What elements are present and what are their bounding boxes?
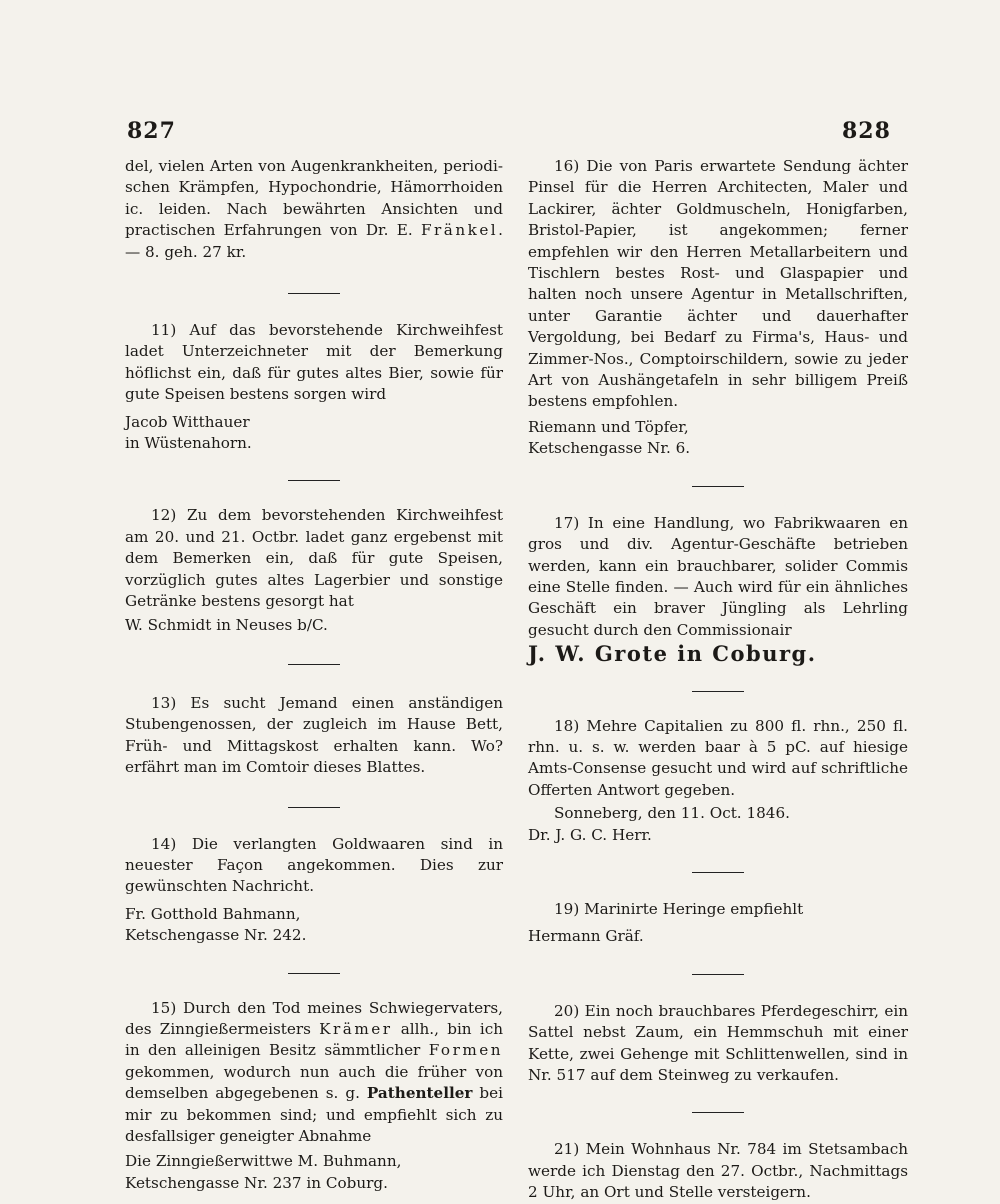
separator bbox=[288, 480, 340, 481]
ad-11-signature-name: Jacob Witthauer bbox=[125, 412, 250, 431]
page-number-left: 827 bbox=[127, 118, 176, 144]
ad-11 bbox=[125, 320, 503, 454]
ad-11-text: 11) Auf das bevorstehende Kirchweihfest ladet Unterzeichneter mit der Bemerkung höflichst ein, daß für gutes altes Bier, sowie für gute Speisen bestens sorgen wird bbox=[125, 321, 503, 404]
page-number-right: 828 bbox=[842, 118, 891, 144]
ad-15-formen: Formen bbox=[428, 1041, 503, 1060]
separator bbox=[692, 1112, 744, 1113]
separator bbox=[692, 486, 744, 487]
ad-12-text: 12) Zu dem bevorstehenden Kirchweihfest am 20. und 21. Octbr. ladet ganz ergebenst mit dem Bemerken ein, daß für gute Speisen, vorzüglich gutes altes Lagerbier und sonstige Getränke bestens gesorgt hat bbox=[125, 506, 503, 611]
ad-14-signature-name: Fr. Gotthold Bahmann, bbox=[125, 904, 301, 923]
ad-15-signature-address: Ketschengasse Nr. 237 in Coburg. bbox=[125, 1173, 388, 1192]
ad-14-signature-address: Ketschengasse Nr. 242. bbox=[125, 926, 307, 945]
ad-14-text: 14) Die verlangten Goldwaaren sind in neuester Façon angekommen. Dies zur gewünschten Nachricht. bbox=[125, 834, 503, 896]
ad-14 bbox=[125, 834, 503, 947]
ad-18-place-date: Sonneberg, den 11. Oct. 1846. bbox=[554, 804, 790, 823]
separator bbox=[288, 973, 340, 974]
ad-20-text: 20) Ein noch brauchbares Pferdegeschirr, ein Sattel nebst Zaum, ein Hemmschuh mit einer Kette, zwei Gehenge mit Schlittenwellen, sind in Nr. 517 auf dem Steinweg zu verkaufen. bbox=[528, 1001, 908, 1084]
separator bbox=[288, 293, 340, 294]
ad-21 bbox=[528, 1139, 908, 1203]
left-column bbox=[125, 156, 503, 1194]
ad-15-text: 15) Durch den Tod meines Schwiegervaters, des Zinngießermeisters Krämer allh., bin ich in den alleinigen Besitz sämmtlicher Formen gekommen, wodurch nun auch die früher von demselben abgegebenen s. g. Pathenteller bei mir zu bekommen sind; und empfiehlt sich zu desfallsiger geneigter Abnahme bbox=[125, 998, 504, 1145]
author-name: Fränkel bbox=[420, 221, 499, 240]
ad-21-text: 21) Mein Wohnhaus Nr. 784 im Stetsambach werde ich Dienstag den 27. Octbr., Nachmittags 2 Uhr, an Ort und Stelle versteigern. bbox=[528, 1140, 908, 1202]
ad-15-signature-name: Die Zinngießerwittwe M. Buhmann, bbox=[125, 1152, 402, 1171]
ad-continuation: del, vielen Arten von Augenkrankheiten, periodi-schen Krämpfen, Hypochondrie, Hämorrhoiden ic. leiden. Nach bewährten Ansichten und practischen Erfahrungen von Dr. E. Fränkel. — 8. geh. 27 kr. bbox=[125, 157, 503, 261]
ad-15-name: Krämer bbox=[319, 1019, 393, 1038]
ad-19-text: 19) Marinirte Heringe empfiehlt bbox=[554, 899, 804, 918]
separator bbox=[692, 974, 744, 975]
right-column bbox=[528, 156, 908, 1204]
ad-17-text: 17) In eine Handlung, wo Fabrikwaaren en gros und div. Agentur-Geschäfte betrieben werden, kann ein brauchbarer, solider Commis eine Stelle finden. — Auch wird für ein ähnliches Geschäft ein braver Jüngling als Lehrling gesucht durch den Commissionair bbox=[528, 513, 908, 639]
ad-16 bbox=[528, 156, 908, 460]
ad-19 bbox=[528, 899, 908, 948]
ad-12-signature: W. Schmidt in Neuses b/C. bbox=[125, 615, 328, 634]
ad-13-text: 13) Es sucht Jemand einen anständigen Stubengenossen, der zugleich im Hause Bett, Früh- und Mittagskost erhalten kann. Wo? erfährt man im Comtoir dieses Blattes. bbox=[125, 693, 503, 777]
ad-16-signature-name: Riemann und Töpfer, bbox=[528, 417, 689, 436]
ad-15 bbox=[125, 998, 503, 1195]
separator bbox=[288, 807, 340, 808]
ad-17 bbox=[528, 513, 908, 665]
ad-11-signature-place: in Wüstenahorn. bbox=[125, 434, 252, 453]
ad-17-signature: J. W. Grote in Coburg. bbox=[528, 641, 817, 667]
ad-19-signature: Hermann Gräf. bbox=[528, 927, 644, 946]
ad-15-pathenteller: Pathenteller bbox=[366, 1084, 473, 1103]
ad-20 bbox=[528, 1001, 908, 1087]
separator bbox=[288, 664, 340, 665]
ad-12 bbox=[125, 505, 503, 635]
ad-13 bbox=[125, 693, 503, 779]
ad-16-signature-address: Ketschengasse Nr. 6. bbox=[528, 439, 691, 458]
ad-18-signature: Dr. J. G. C. Herr. bbox=[528, 825, 652, 844]
ad-16-text: 16) Die von Paris erwartete Sendung ächter Pinsel für die Herren Architecten, Maler und Lackirer, ächter Goldmuscheln, Honigfarben, Bristol-Papier, ist angekommen; ferner empfehlen wir den Herren Metallarbeitern und Tischlern bestes Rost- und Glaspapier und halten noch unsere Agentur in Metallschriften, unter Garantie ächter und dauerhafter Vergoldung, bei Bedarf zu Firma's, Haus- und Zimmer-Nos., Comptoirschildern, sowie zu jeder Art von Aushängetafeln in sehr billigem Preiß bestens empfohlen. bbox=[528, 157, 908, 411]
ad-18-text: 18) Mehre Capitalien zu 800 fl. rhn., 250 fl. rhn. u. s. w. werden baar à 5 pC. auf hiesige Amts-Consense gesucht und wird auf schriftliche Offerten Antwort gegeben. bbox=[528, 716, 908, 799]
separator bbox=[692, 872, 744, 873]
ad-18 bbox=[528, 716, 908, 846]
separator bbox=[692, 691, 744, 692]
